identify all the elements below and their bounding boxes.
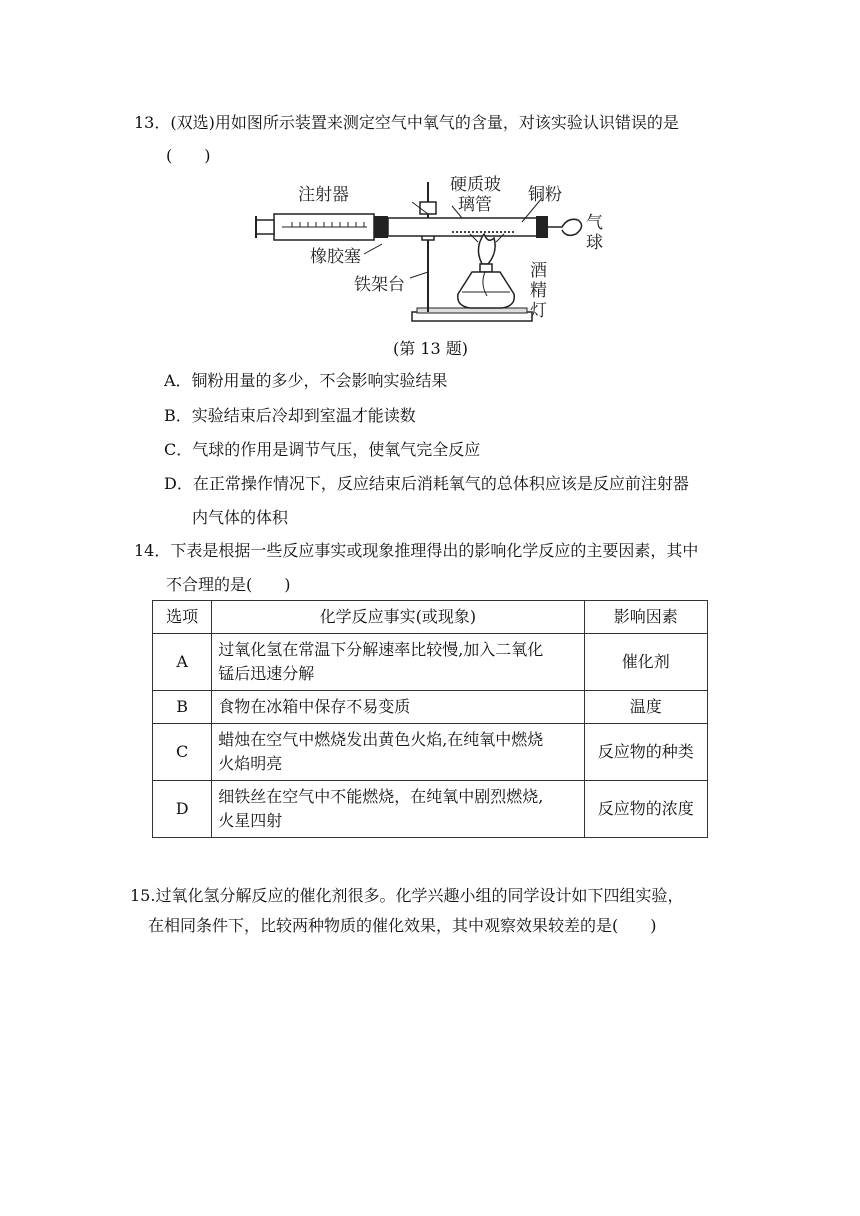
label-glass-tube-1: 硬质玻 — [450, 175, 501, 195]
row-fact-line: 火焰明亮 — [218, 754, 283, 773]
table-row — [153, 781, 708, 838]
label-copper: 铜粉 — [528, 185, 562, 205]
option-d-continued: 内气体的体积 — [192, 508, 289, 527]
label-syringe: 注射器 — [298, 185, 349, 205]
header-option: 选项 — [153, 601, 212, 634]
header-factor: 影响因素 — [584, 601, 707, 634]
row-option: A — [153, 634, 212, 691]
row-fact-line: 火星四射 — [218, 811, 283, 830]
label-stand: 铁架台 — [354, 275, 405, 295]
table-row — [153, 691, 708, 724]
row-fact — [212, 724, 584, 781]
row-factor: 反应物的浓度 — [584, 781, 707, 838]
apparatus-figure — [252, 172, 604, 330]
table-header-row — [153, 601, 708, 634]
row-option: B — [153, 691, 212, 724]
question-14-stem-continued: 不合理的是( ) — [166, 575, 291, 594]
question-13-answer-blank: ( ) — [166, 146, 211, 165]
header-fact: 化学反应事实(或现象) — [212, 601, 584, 634]
question-15-stem-continued: 在相同条件下，比较两种物质的催化效果，其中观察效果较差的是( ) — [148, 916, 657, 935]
option-c: C．气球的作用是调节气压，使氧气完全反应 — [164, 440, 481, 459]
label-balloon-1: 气 — [586, 213, 603, 233]
row-fact-line: 细铁丝在空气中不能燃烧，在纯氧中剧烈燃烧, — [218, 787, 544, 806]
label-stopper: 橡胶塞 — [310, 247, 361, 267]
question-14-stem: 14．下表是根据一些反应事实或现象推理得出的影响化学反应的主要因素，其中 — [134, 541, 699, 560]
row-fact — [212, 691, 584, 724]
option-d: D．在正常操作情况下，反应结束后消耗氧气的总体积应该是反应前注射器 — [164, 474, 689, 493]
row-factor: 反应物的种类 — [584, 724, 707, 781]
row-option: C — [153, 724, 212, 781]
option-b: B．实验结束后冷却到室温才能读数 — [164, 406, 416, 425]
table-row — [153, 634, 708, 691]
label-balloon-2: 球 — [586, 233, 603, 253]
question-15-stem: 15.过氧化氢分解反应的催化剂很多。化学兴趣小组的同学设计如下四组实验， — [130, 886, 684, 905]
row-fact-line: 锰后迅速分解 — [218, 664, 315, 683]
row-fact — [212, 634, 584, 691]
option-a: A．铜粉用量的多少，不会影响实验结果 — [164, 371, 448, 390]
row-factor: 催化剂 — [584, 634, 707, 691]
question-13-stem: 13．(双选)用如图所示装置来测定空气中氧气的含量，对该实验认识错误的是 — [134, 113, 679, 132]
row-option: D — [153, 781, 212, 838]
label-glass-tube-2: 璃管 — [458, 195, 492, 215]
row-fact — [212, 781, 584, 838]
figure-caption: (第 13 题) — [393, 339, 469, 358]
table-row — [153, 724, 708, 781]
row-fact-line: 过氧化氢在常温下分解速率比较慢,加入二氧化 — [218, 640, 544, 659]
row-factor: 温度 — [584, 691, 707, 724]
label-lamp-3: 灯 — [530, 301, 547, 321]
row-fact-line: 蜡烛在空气中燃烧发出黄色火焰,在纯氧中燃烧 — [218, 730, 544, 749]
row-fact-line: 食物在冰箱中保存不易变质 — [218, 697, 411, 716]
label-lamp-2: 精 — [530, 281, 547, 301]
factors-table — [152, 600, 708, 838]
label-lamp-1: 酒 — [530, 261, 547, 281]
